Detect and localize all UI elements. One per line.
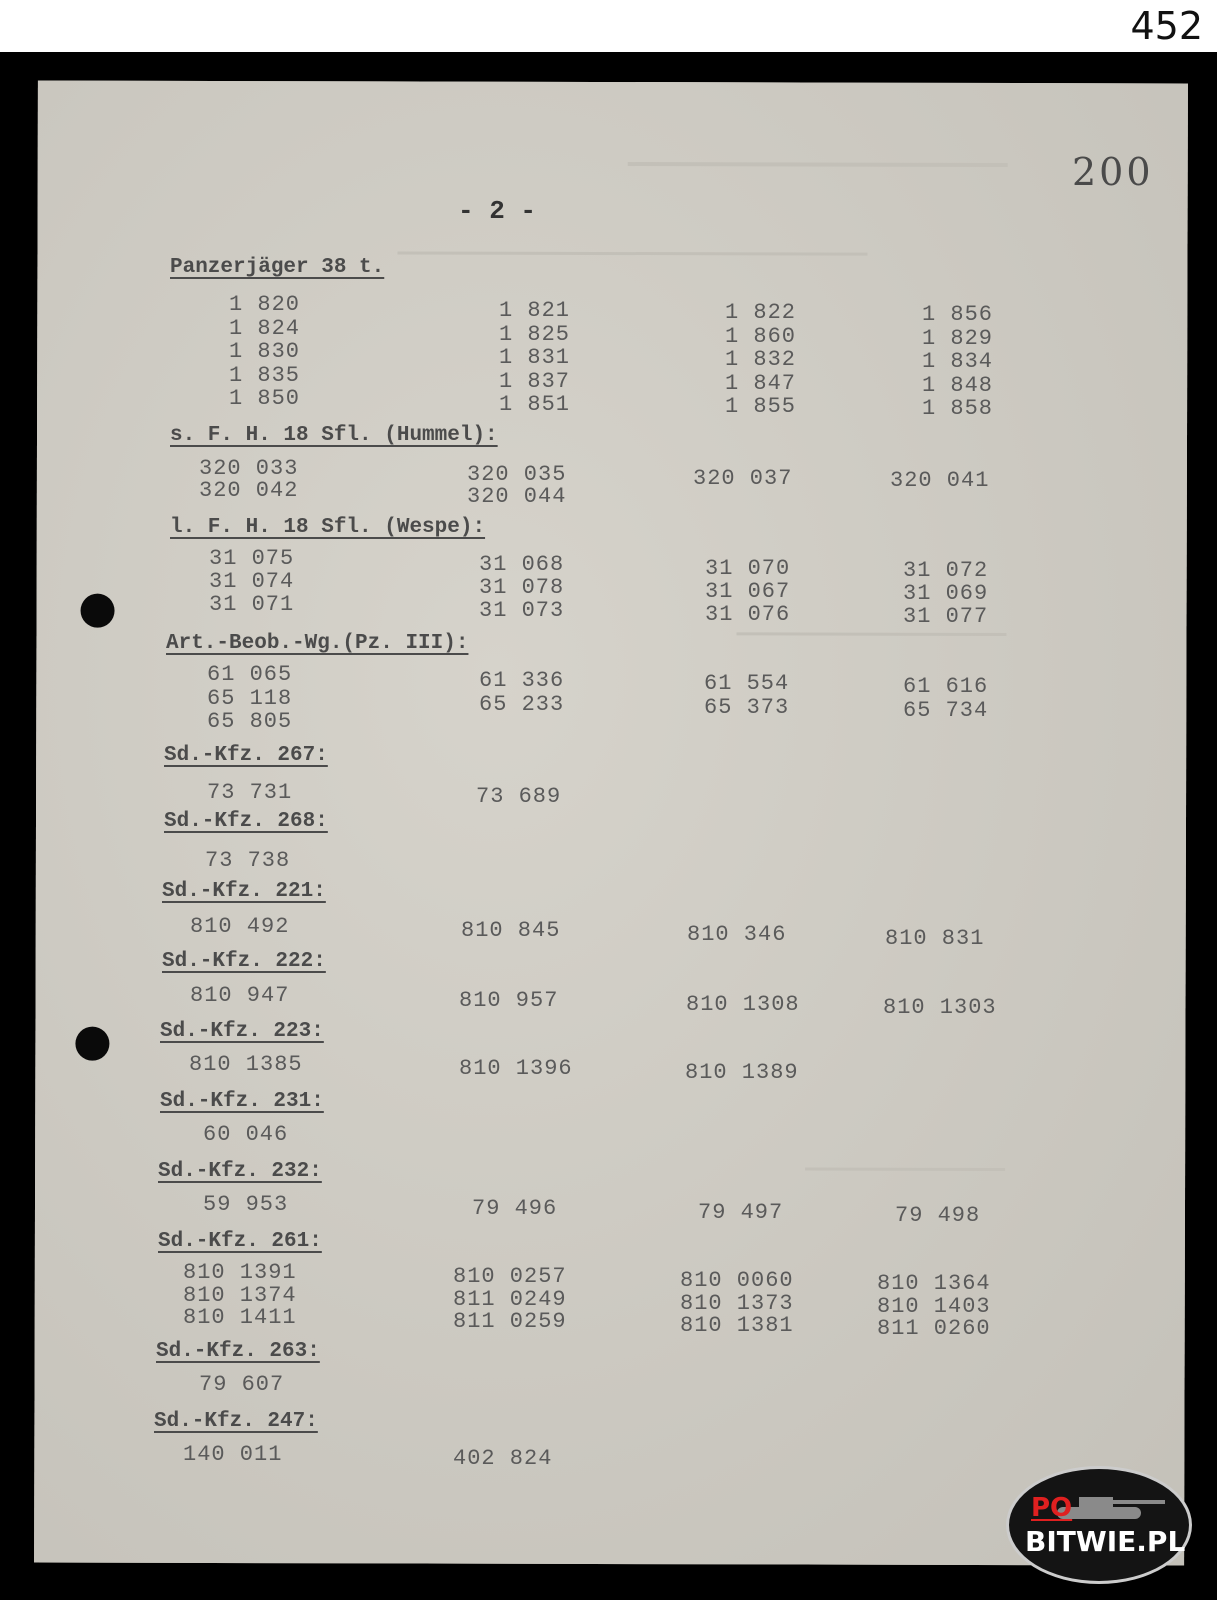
serial-number: 1 837	[499, 368, 571, 394]
folio-number: 200	[1072, 150, 1154, 194]
serial-number: 810 1396	[459, 1056, 573, 1081]
serial-number: 1 848	[922, 372, 994, 398]
serial-number: 810 1381	[680, 1313, 794, 1338]
serial-number: 65 373	[704, 694, 790, 720]
punch-hole	[75, 1027, 109, 1061]
serial-number: 140 011	[183, 1442, 283, 1467]
watermark-logo	[1006, 1466, 1192, 1584]
serial-number: 1 835	[229, 362, 301, 388]
serial-number: 31 076	[705, 602, 791, 627]
section-heading: Art.-Beob.-Wg.(Pz. III):	[166, 632, 469, 655]
serial-number: 31 072	[903, 558, 989, 583]
serial-number: 31 067	[705, 579, 791, 604]
serial-number: 810 492	[190, 914, 290, 939]
section-heading: Sd.-Kfz. 232:	[158, 1160, 322, 1183]
serial-number: 810 1389	[685, 1060, 799, 1085]
serial-number: 31 074	[209, 569, 295, 594]
serial-number: 320 037	[693, 466, 793, 491]
serial-number: 810 1411	[183, 1305, 297, 1330]
serial-number: 1 829	[922, 325, 994, 351]
serial-number: 61 065	[207, 662, 293, 687]
section-heading: Sd.-Kfz. 268:	[164, 810, 328, 833]
serial-number: 810 957	[459, 988, 559, 1013]
serial-number: 65 118	[207, 685, 293, 711]
serial-number: 810 1374	[183, 1282, 297, 1308]
serial-number: 811 0249	[453, 1286, 567, 1312]
bleed-through-line	[397, 251, 867, 255]
section-heading: Sd.-Kfz. 222:	[162, 950, 326, 973]
logo-accent-text: PO	[1031, 1493, 1073, 1523]
logo-site-text: BITWIE.PL	[1025, 1525, 1186, 1558]
serial-number: 810 1364	[877, 1271, 991, 1296]
serial-number: 1 858	[922, 396, 994, 421]
punch-hole	[81, 594, 115, 628]
serial-number: 73 738	[205, 848, 291, 873]
serial-number: 1 860	[725, 323, 797, 349]
section-heading: Sd.-Kfz. 221:	[162, 880, 326, 903]
serial-number: 810 831	[885, 926, 985, 951]
serial-number: 73 689	[476, 784, 562, 809]
serial-number: 1 822	[725, 300, 797, 325]
serial-number: 79 607	[199, 1372, 285, 1397]
serial-number: 320 035	[467, 462, 567, 487]
serial-number: 811 0260	[877, 1316, 991, 1341]
serial-number: 31 070	[705, 556, 791, 581]
scan-page-number: 452	[1130, 4, 1203, 48]
serial-number: 31 077	[903, 604, 989, 629]
serial-number: 810 0257	[453, 1264, 567, 1289]
serial-number: 31 068	[479, 552, 565, 577]
serial-number: 1 847	[725, 370, 797, 396]
section-heading: Sd.-Kfz. 261:	[158, 1230, 322, 1253]
section-heading: Sd.-Kfz. 267:	[164, 744, 328, 767]
serial-number: 811 0259	[453, 1309, 567, 1334]
bleed-through-line	[736, 632, 1006, 636]
serial-number: 810 0060	[680, 1268, 794, 1293]
serial-number: 65 734	[903, 697, 989, 723]
serial-number: 1 855	[725, 394, 797, 419]
serial-number: 810 346	[687, 922, 787, 947]
serial-number: 810 1385	[189, 1052, 303, 1077]
serial-number: 810 845	[461, 918, 561, 943]
serial-number: 320 041	[890, 468, 990, 493]
serial-number: 320 044	[467, 484, 567, 509]
bleed-through-line	[805, 1168, 1005, 1172]
serial-number: 79 498	[895, 1203, 981, 1228]
serial-number: 1 830	[229, 339, 301, 364]
serial-number: 61 554	[704, 671, 790, 696]
bleed-through-line	[628, 162, 1008, 167]
section-heading: Sd.-Kfz. 223:	[160, 1020, 324, 1043]
serial-number: 65 233	[479, 691, 565, 717]
page-marker: - 2 -	[458, 196, 537, 226]
serial-number: 1 824	[229, 315, 301, 341]
serial-number: 61 336	[479, 668, 565, 693]
serial-number: 810 1308	[686, 992, 800, 1017]
serial-number: 59 953	[203, 1192, 289, 1217]
serial-number: 31 075	[209, 546, 295, 571]
serial-number: 1 831	[499, 345, 571, 370]
serial-number: 320 033	[199, 456, 299, 481]
section-heading: Panzerjäger 38 t.	[170, 256, 385, 279]
section-heading: Sd.-Kfz. 247:	[154, 1410, 318, 1433]
serial-number: 73 731	[207, 780, 293, 805]
serial-number: 31 078	[479, 575, 565, 600]
serial-number: 61 616	[903, 674, 989, 699]
serial-number: 810 1303	[883, 995, 997, 1020]
serial-number: 402 824	[453, 1446, 553, 1471]
serial-number: 320 042	[199, 478, 299, 503]
serial-number: 1 821	[499, 298, 571, 323]
serial-number: 60 046	[203, 1122, 289, 1147]
serial-number: 31 071	[209, 592, 295, 617]
serial-number: 1 834	[922, 349, 994, 374]
serial-number: 810 947	[190, 983, 290, 1008]
section-heading: Sd.-Kfz. 263:	[156, 1340, 320, 1363]
section-heading: Sd.-Kfz. 231:	[160, 1090, 324, 1113]
serial-number: 1 825	[499, 321, 571, 347]
scan-header-band	[0, 0, 1217, 52]
serial-number: 1 856	[922, 302, 994, 327]
serial-number: 65 805	[207, 709, 293, 734]
serial-number: 31 073	[479, 598, 565, 623]
serial-number: 1 832	[725, 347, 797, 372]
section-heading: s. F. H. 18 Sfl. (Hummel):	[170, 424, 498, 447]
serial-number: 810 1391	[183, 1260, 297, 1285]
serial-number: 1 820	[229, 292, 301, 317]
section-heading: l. F. H. 18 Sfl. (Wespe):	[170, 516, 486, 539]
serial-number: 810 1373	[680, 1290, 794, 1316]
serial-number: 79 496	[472, 1196, 558, 1221]
serial-number: 79 497	[698, 1200, 784, 1225]
serial-number: 1 851	[499, 392, 571, 417]
serial-number: 810 1403	[877, 1293, 991, 1319]
serial-number: 1 850	[229, 386, 301, 411]
serial-number: 31 069	[903, 581, 989, 606]
